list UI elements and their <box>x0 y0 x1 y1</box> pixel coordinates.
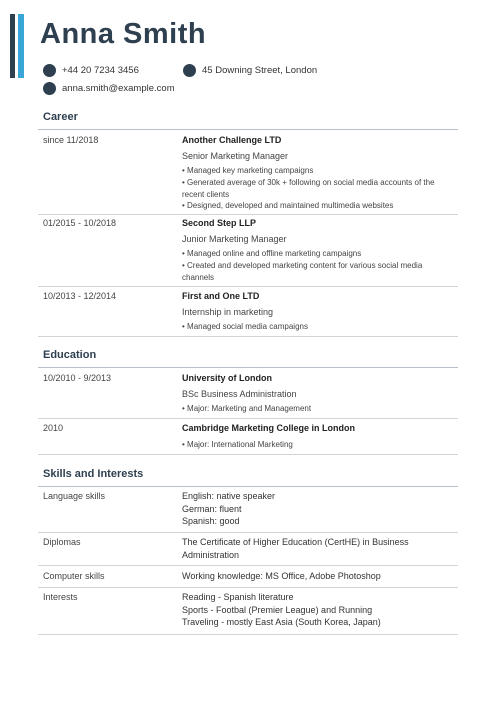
contact-address <box>183 64 317 77</box>
header-accent-bar-dark <box>10 14 15 78</box>
skill-label: Computer skills <box>43 571 105 581</box>
location-icon <box>183 64 196 77</box>
career-employer: First and One LTD <box>182 291 260 301</box>
career-role: Senior Marketing Manager <box>182 151 289 161</box>
career-employer: Second Step LLP <box>182 218 257 228</box>
skill-line: German: fluent <box>182 503 242 514</box>
skill-label: Language skills <box>43 491 106 501</box>
row-divider <box>38 418 458 419</box>
skill-label: Interests <box>43 592 78 602</box>
skill-value <box>182 591 452 629</box>
row-divider <box>38 286 458 287</box>
skill-line: English: native speaker <box>182 491 276 501</box>
career-bullet: • Managed social media campaigns <box>182 322 308 331</box>
contact-phone <box>43 64 139 77</box>
skill-line: Working knowledge: MS Office, Adobe Photoshop <box>182 571 381 581</box>
contact-email <box>43 82 175 95</box>
career-bullet: • Generated average of 30k + following on social media accounts of the recent clients <box>182 178 435 199</box>
address-text: 45 Downing Street, London <box>202 65 318 76</box>
education-date: 10/2010 - 9/2013 <box>43 373 112 383</box>
career-bullet: • Managed key marketing campaigns <box>182 166 314 175</box>
education-degree: BSc Business Administration <box>182 389 297 399</box>
section-title-education: Education <box>43 349 97 361</box>
row-divider <box>38 634 458 635</box>
career-employer: Another Challenge LTD <box>182 135 282 145</box>
section-divider <box>38 129 458 130</box>
skill-label: Diplomas <box>43 537 81 547</box>
skill-value <box>182 570 452 583</box>
skill-line: The Certificate of Higher Education (CertHE) in Business Administration <box>182 537 409 560</box>
row-divider <box>38 336 458 337</box>
phone-icon <box>43 64 56 77</box>
row-divider <box>38 532 458 533</box>
email-icon <box>43 82 56 95</box>
skill-line: Sports - Footbal (Premier League) and Running <box>182 604 373 615</box>
career-date: 01/2015 - 10/2018 <box>43 218 117 228</box>
education-bullet: • Major: Marketing and Management <box>182 404 312 413</box>
skill-line: Spanish: good <box>182 516 240 526</box>
education-institution: University of London <box>182 373 272 383</box>
education-bullet: • Major: International Marketing <box>182 440 293 449</box>
section-title-skills: Skills and Interests <box>43 468 144 480</box>
phone-text: +44 20 7234 3456 <box>62 65 139 76</box>
row-divider <box>38 214 458 215</box>
skill-line: Reading - Spanish literature <box>182 592 294 602</box>
skill-value <box>182 490 452 528</box>
row-divider <box>38 454 458 455</box>
section-title-career: Career <box>43 111 78 123</box>
career-date: 10/2013 - 12/2014 <box>43 291 117 301</box>
career-role: Junior Marketing Manager <box>182 234 287 244</box>
education-institution: Cambridge Marketing College in London <box>182 423 356 433</box>
career-bullet: • Created and developed marketing content for various social media channels <box>182 261 423 282</box>
row-divider <box>38 565 458 566</box>
applicant-name: Anna Smith <box>40 18 207 50</box>
row-divider <box>38 587 458 588</box>
header-accent-bar-blue <box>18 14 24 78</box>
career-role: Internship in marketing <box>182 307 274 317</box>
education-date: 2010 <box>43 423 64 433</box>
career-bullet: • Managed online and offline marketing campaigns <box>182 249 362 258</box>
email-text[interactable]: anna.smith@example.com <box>62 83 175 94</box>
section-divider <box>38 486 458 487</box>
career-date: since 11/2018 <box>43 135 99 145</box>
skill-value <box>182 536 452 561</box>
career-bullet: • Designed, developed and maintained multimedia websites <box>182 201 394 210</box>
skill-line: Traveling - mostly East Asia (South Korea, Japan) <box>182 617 381 627</box>
section-divider <box>38 367 458 368</box>
